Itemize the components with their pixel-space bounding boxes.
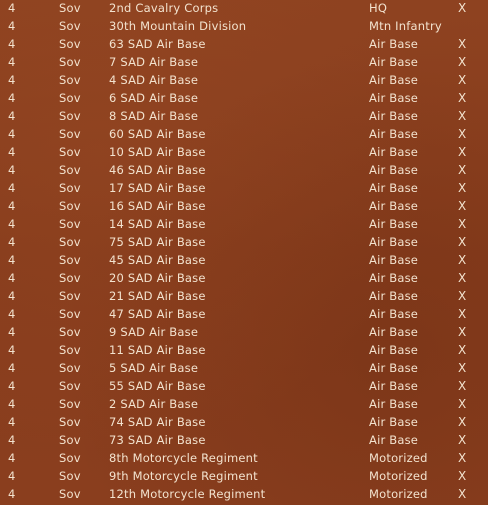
nation-cell: Sov: [59, 1, 81, 15]
nation-cell: Sov: [59, 145, 81, 159]
nation-cell: Sov: [59, 487, 81, 501]
unit-name-cell: 9th Motorcycle Regiment: [109, 469, 258, 483]
nation-cell: Sov: [59, 361, 81, 375]
remove-x-icon[interactable]: X: [458, 325, 467, 339]
unit-name-cell: 2nd Cavalry Corps: [109, 1, 219, 15]
nation-cell: Sov: [59, 163, 81, 177]
unit-type-cell: Air Base: [369, 55, 419, 69]
unit-name-cell: 9 SAD Air Base: [109, 325, 199, 339]
table-row[interactable]: [0, 143, 488, 161]
unit-type-cell: Air Base: [369, 199, 419, 213]
unit-type-cell: Air Base: [369, 415, 419, 429]
table-row[interactable]: [0, 233, 488, 251]
table-row[interactable]: [0, 215, 488, 233]
table-row[interactable]: [0, 359, 488, 377]
unit-type-cell: Air Base: [369, 361, 419, 375]
turn-cell: 4: [8, 127, 16, 141]
table-row[interactable]: [0, 71, 488, 89]
nation-cell: Sov: [59, 199, 81, 213]
table-row[interactable]: [0, 287, 488, 305]
turn-cell: 4: [8, 361, 16, 375]
nation-cell: Sov: [59, 253, 81, 267]
unit-type-cell: Air Base: [369, 217, 419, 231]
unit-type-cell: Air Base: [369, 397, 419, 411]
remove-x-icon[interactable]: X: [458, 379, 467, 393]
unit-name-cell: 2 SAD Air Base: [109, 397, 199, 411]
turn-cell: 4: [8, 1, 16, 15]
nation-cell: Sov: [59, 415, 81, 429]
turn-cell: 4: [8, 235, 16, 249]
remove-x-icon[interactable]: X: [458, 433, 467, 447]
turn-cell: 4: [8, 91, 16, 105]
unit-type-cell: Air Base: [369, 433, 419, 447]
turn-cell: 4: [8, 469, 16, 483]
table-row[interactable]: [0, 323, 488, 341]
unit-name-cell: 7 SAD Air Base: [109, 55, 199, 69]
unit-name-cell: 8th Motorcycle Regiment: [109, 451, 258, 465]
remove-x-icon[interactable]: X: [458, 343, 467, 357]
remove-x-icon[interactable]: X: [458, 415, 467, 429]
table-row[interactable]: [0, 269, 488, 287]
table-row[interactable]: [0, 251, 488, 269]
remove-x-icon[interactable]: X: [458, 307, 467, 321]
table-row[interactable]: [0, 53, 488, 71]
table-row[interactable]: [0, 17, 488, 35]
table-row[interactable]: [0, 125, 488, 143]
turn-cell: 4: [8, 325, 16, 339]
turn-cell: 4: [8, 73, 16, 87]
nation-cell: Sov: [59, 91, 81, 105]
remove-x-icon[interactable]: X: [458, 163, 467, 177]
turn-cell: 4: [8, 343, 16, 357]
nation-cell: Sov: [59, 343, 81, 357]
remove-x-icon[interactable]: X: [458, 127, 467, 141]
remove-x-icon[interactable]: X: [458, 271, 467, 285]
table-row[interactable]: [0, 107, 488, 125]
unit-type-cell: Air Base: [369, 253, 419, 267]
turn-cell: 4: [8, 37, 16, 51]
nation-cell: Sov: [59, 451, 81, 465]
remove-x-icon[interactable]: X: [458, 289, 467, 303]
remove-x-icon[interactable]: X: [458, 37, 467, 51]
remove-x-icon[interactable]: X: [458, 451, 467, 465]
nation-cell: Sov: [59, 37, 81, 51]
remove-x-icon[interactable]: X: [458, 397, 467, 411]
turn-cell: 4: [8, 451, 16, 465]
table-row[interactable]: [0, 305, 488, 323]
unit-type-cell: Mtn Infantry: [369, 19, 442, 33]
table-row[interactable]: [0, 89, 488, 107]
table-row[interactable]: [0, 413, 488, 431]
unit-type-cell: Air Base: [369, 271, 419, 285]
unit-name-cell: 21 SAD Air Base: [109, 289, 206, 303]
unit-name-cell: 73 SAD Air Base: [109, 433, 206, 447]
table-row[interactable]: [0, 35, 488, 53]
unit-name-cell: 6 SAD Air Base: [109, 91, 199, 105]
table-row[interactable]: [0, 197, 488, 215]
unit-type-cell: Air Base: [369, 145, 419, 159]
unit-type-cell: Motorized: [369, 469, 428, 483]
table-row[interactable]: [0, 341, 488, 359]
turn-cell: 4: [8, 433, 16, 447]
unit-name-cell: 30th Mountain Division: [109, 19, 247, 33]
unit-type-cell: Air Base: [369, 37, 419, 51]
nation-cell: Sov: [59, 109, 81, 123]
remove-x-icon[interactable]: X: [458, 235, 467, 249]
remove-x-icon[interactable]: X: [458, 469, 467, 483]
turn-cell: 4: [8, 487, 16, 501]
unit-type-cell: Air Base: [369, 91, 419, 105]
unit-name-cell: 16 SAD Air Base: [109, 199, 206, 213]
unit-name-cell: 10 SAD Air Base: [109, 145, 206, 159]
turn-cell: 4: [8, 379, 16, 393]
table-row[interactable]: [0, 449, 488, 467]
unit-name-cell: 8 SAD Air Base: [109, 109, 199, 123]
remove-x-icon[interactable]: X: [458, 109, 467, 123]
remove-x-icon[interactable]: X: [458, 181, 467, 195]
unit-name-cell: 60 SAD Air Base: [109, 127, 206, 141]
unit-type-cell: Air Base: [369, 73, 419, 87]
nation-cell: Sov: [59, 397, 81, 411]
unit-name-cell: 63 SAD Air Base: [109, 37, 206, 51]
remove-x-icon[interactable]: X: [458, 199, 467, 213]
turn-cell: 4: [8, 271, 16, 285]
remove-x-icon[interactable]: X: [458, 361, 467, 375]
nation-cell: Sov: [59, 217, 81, 231]
unit-name-cell: 46 SAD Air Base: [109, 163, 206, 177]
table-row[interactable]: [0, 161, 488, 179]
nation-cell: Sov: [59, 127, 81, 141]
turn-cell: 4: [8, 397, 16, 411]
turn-cell: 4: [8, 109, 16, 123]
remove-x-icon[interactable]: X: [458, 253, 467, 267]
remove-x-icon[interactable]: X: [458, 1, 467, 15]
unit-name-cell: 20 SAD Air Base: [109, 271, 206, 285]
unit-type-cell: Air Base: [369, 307, 419, 321]
unit-name-cell: 74 SAD Air Base: [109, 415, 206, 429]
unit-name-cell: 75 SAD Air Base: [109, 235, 206, 249]
nation-cell: Sov: [59, 73, 81, 87]
unit-type-cell: Air Base: [369, 343, 419, 357]
unit-type-cell: Air Base: [369, 235, 419, 249]
unit-type-cell: Motorized: [369, 487, 428, 501]
nation-cell: Sov: [59, 271, 81, 285]
nation-cell: Sov: [59, 289, 81, 303]
nation-cell: Sov: [59, 433, 81, 447]
remove-x-icon[interactable]: X: [458, 487, 467, 501]
unit-type-cell: Air Base: [369, 127, 419, 141]
turn-cell: 4: [8, 55, 16, 69]
unit-name-cell: 11 SAD Air Base: [109, 343, 206, 357]
nation-cell: Sov: [59, 19, 81, 33]
unit-type-cell: Air Base: [369, 289, 419, 303]
nation-cell: Sov: [59, 469, 81, 483]
unit-type-cell: Air Base: [369, 109, 419, 123]
unit-name-cell: 17 SAD Air Base: [109, 181, 206, 195]
remove-x-icon[interactable]: X: [458, 217, 467, 231]
unit-name-cell: 47 SAD Air Base: [109, 307, 206, 321]
nation-cell: Sov: [59, 379, 81, 393]
turn-cell: 4: [8, 181, 16, 195]
turn-cell: 4: [8, 199, 16, 213]
table-row[interactable]: [0, 467, 488, 485]
turn-cell: 4: [8, 415, 16, 429]
nation-cell: Sov: [59, 55, 81, 69]
table-row[interactable]: [0, 0, 488, 17]
turn-cell: 4: [8, 217, 16, 231]
remove-x-icon[interactable]: X: [458, 73, 467, 87]
unit-type-cell: HQ: [369, 1, 388, 15]
nation-cell: Sov: [59, 235, 81, 249]
unit-name-cell: 5 SAD Air Base: [109, 361, 199, 375]
unit-name-cell: 55 SAD Air Base: [109, 379, 206, 393]
turn-cell: 4: [8, 145, 16, 159]
remove-x-icon[interactable]: X: [458, 91, 467, 105]
nation-cell: Sov: [59, 307, 81, 321]
turn-cell: 4: [8, 289, 16, 303]
remove-x-icon[interactable]: X: [458, 55, 467, 69]
remove-x-icon[interactable]: X: [458, 145, 467, 159]
table-row[interactable]: [0, 431, 488, 449]
table-row[interactable]: [0, 485, 488, 503]
nation-cell: Sov: [59, 325, 81, 339]
turn-cell: 4: [8, 253, 16, 267]
unit-name-cell: 12th Motorcycle Regiment: [109, 487, 266, 501]
unit-type-cell: Air Base: [369, 325, 419, 339]
unit-name-cell: 4 SAD Air Base: [109, 73, 199, 87]
turn-cell: 4: [8, 19, 16, 33]
turn-cell: 4: [8, 307, 16, 321]
table-row[interactable]: [0, 395, 488, 413]
nation-cell: Sov: [59, 181, 81, 195]
unit-type-cell: Air Base: [369, 181, 419, 195]
turn-cell: 4: [8, 163, 16, 177]
unit-name-cell: 14 SAD Air Base: [109, 217, 206, 231]
unit-type-cell: Air Base: [369, 379, 419, 393]
unit-type-cell: Motorized: [369, 451, 428, 465]
unit-type-cell: Air Base: [369, 163, 419, 177]
table-row[interactable]: [0, 179, 488, 197]
table-row[interactable]: [0, 377, 488, 395]
unit-name-cell: 45 SAD Air Base: [109, 253, 206, 267]
